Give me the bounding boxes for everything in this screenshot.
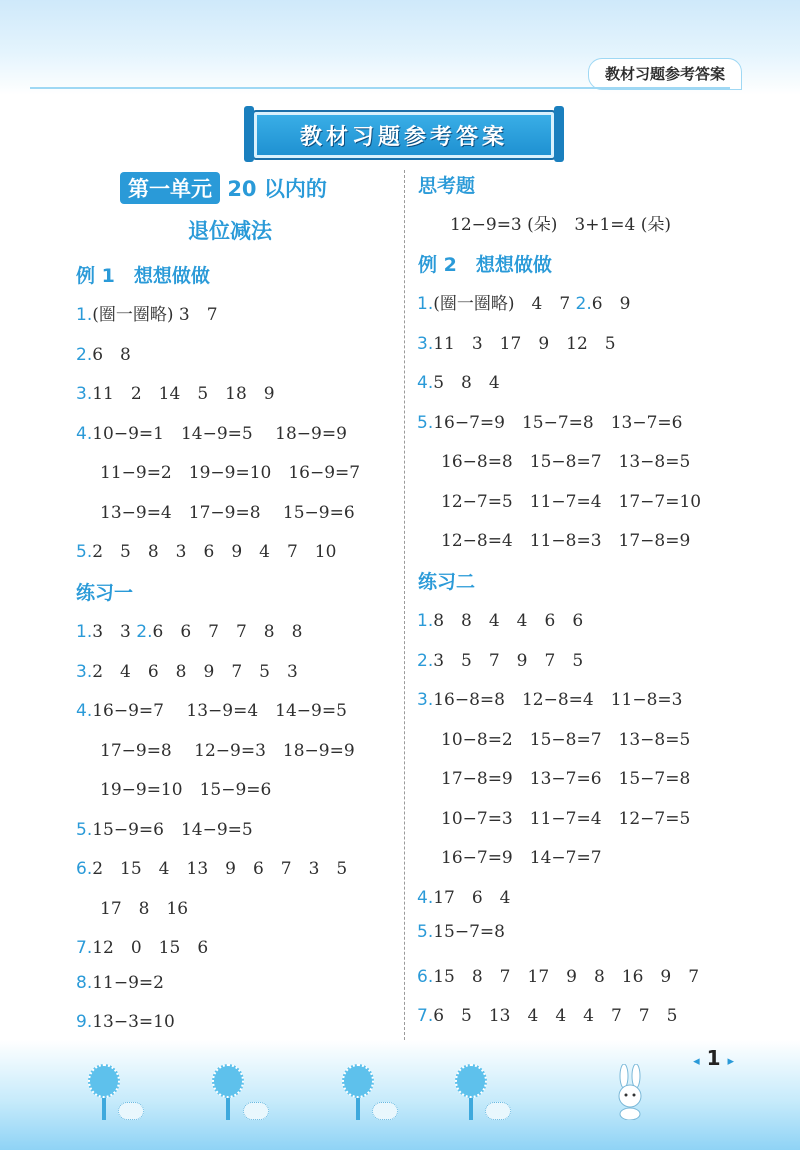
- answer-line: [417, 922, 505, 942]
- answer-text: 13−3=10: [92, 1012, 175, 1032]
- answer-text: 16−9=7 13−9=4 14−9=5: [92, 701, 347, 721]
- page-number: [693, 1046, 734, 1070]
- answer-line: [76, 696, 347, 721]
- answer-line: [441, 843, 602, 868]
- item-number: 2.: [76, 344, 93, 365]
- answer-line: [417, 289, 630, 314]
- answer-line: [76, 1012, 175, 1032]
- item-number: 3.: [76, 384, 93, 404]
- answer-text: 6 6 7 7 8 8: [152, 622, 303, 642]
- answer-line: [417, 408, 683, 433]
- arrow-left-icon: ◂: [693, 1054, 700, 1069]
- answer-line: [100, 498, 355, 523]
- answer-line: [417, 368, 500, 393]
- item-number: 4.: [417, 373, 434, 393]
- answer-text: 11−9=2 19−9=10 16−9=7: [100, 463, 361, 483]
- arrow-right-icon: ▸: [727, 1054, 734, 1069]
- header-tab: 教材习题参考答案: [588, 58, 742, 90]
- scroll-roll-left: [244, 106, 254, 162]
- answer-text: 15−9=6 14−9=5: [92, 819, 253, 840]
- item-number: 4.: [417, 887, 434, 908]
- answer-text: 16−8=8 12−8=4 11−8=3: [433, 690, 683, 710]
- item-number: 1.: [417, 294, 434, 314]
- answer-text: 19−9=10 15−9=6: [100, 780, 272, 800]
- answer-line: [76, 419, 347, 444]
- answer-line: [76, 379, 275, 404]
- item-number: 5.: [417, 412, 434, 433]
- item-number: 4.: [76, 423, 93, 444]
- answer-line: [441, 487, 701, 512]
- answer-text: 3 3: [92, 622, 137, 642]
- answer-text: (圈一圈略) 3 7: [92, 305, 218, 325]
- answer-text: 10−8=2 15−8=7 13−8=5: [441, 729, 691, 750]
- thinking-question-heading: 思考题: [418, 175, 476, 197]
- answer-text: 16−7=9 15−7=8 13−7=6: [433, 412, 683, 433]
- answer-text: 5 8 4: [433, 373, 500, 393]
- item-number: 4.: [76, 701, 93, 721]
- item-number: 3.: [417, 333, 434, 354]
- unit-title-rest: 20 以内的: [227, 177, 327, 201]
- example-2-heading: 例 2 想想做做: [418, 254, 552, 276]
- item-number: 2.: [417, 650, 434, 671]
- answer-line: [417, 329, 616, 354]
- answer-line: [76, 973, 164, 993]
- item-number: 9.: [76, 1012, 93, 1032]
- example-1-heading: 例 1 想想做做: [76, 265, 210, 287]
- answer-text: 6 5 13 4 4 4 7 7 5: [433, 1006, 678, 1026]
- answer-line: [100, 894, 188, 919]
- item-number: 8.: [76, 972, 93, 993]
- answer-line: [417, 646, 583, 671]
- bush-icon: [243, 1102, 269, 1120]
- answer-line: [417, 1001, 677, 1026]
- item-number: 5.: [76, 819, 93, 840]
- answer-line: [76, 300, 218, 325]
- answer-text: 11 2 14 5 18 9: [92, 384, 275, 404]
- unit-title-line2: 退位减法: [188, 219, 272, 243]
- answer-text: 15 8 7 17 9 8 16 9 7: [433, 966, 700, 987]
- title-banner: [252, 110, 556, 160]
- item-number: 1.: [76, 305, 93, 325]
- answer-line: [100, 736, 355, 761]
- answer-text: 17−9=8 12−9=3 18−9=9: [100, 740, 355, 761]
- answer-text: 13−9=4 17−9=8 15−9=6: [100, 502, 355, 523]
- answer-line: [417, 606, 583, 631]
- item-number: 5.: [76, 542, 93, 562]
- answer-line: [441, 725, 690, 750]
- answer-text: 2 15 4 13 9 6 7 3 5: [92, 859, 348, 879]
- answer-line: [441, 526, 690, 551]
- answer-line: [441, 804, 690, 829]
- answer-line: [76, 815, 253, 840]
- answer-text: 2 4 6 8 9 7 5 3: [92, 661, 298, 682]
- banner-title: 教材习题参考答案: [299, 124, 508, 150]
- tree-icon: [88, 1064, 120, 1120]
- practice-2-heading: 练习二: [418, 571, 476, 593]
- bunny-icon: [610, 1064, 650, 1120]
- bottom-decorative-band: [0, 1040, 800, 1150]
- answer-line: [441, 764, 690, 789]
- scroll-roll-right: [554, 106, 564, 162]
- item-number: 7.: [76, 938, 93, 958]
- answer-line: [76, 340, 131, 365]
- answer-text: 6 8: [92, 344, 131, 365]
- item-number: 1.: [76, 622, 93, 642]
- item-number: 2.: [136, 622, 153, 642]
- unit-title: [120, 172, 327, 204]
- item-number: 5.: [417, 922, 434, 942]
- answer-line: [441, 447, 690, 472]
- answer-text: 15−7=8: [433, 922, 505, 942]
- answer-text: 11 3 17 9 12 5: [433, 333, 616, 354]
- answer-text: 16−8=8 15−8=7 13−8=5: [441, 452, 691, 472]
- item-number: 6.: [417, 966, 434, 987]
- answer-line: [100, 775, 271, 800]
- answer-text: 3 5 7 9 7 5: [433, 650, 584, 671]
- answer-text: 12−7=5 11−7=4 17−7=10: [441, 491, 702, 512]
- answer-text: 16−7=9 14−7=7: [441, 848, 602, 868]
- answer-text: 12 0 15 6: [92, 938, 209, 958]
- answer-line: [76, 854, 347, 879]
- answer-text: 10−9=1 14−9=5 18−9=9: [92, 423, 347, 444]
- bush-icon: [118, 1102, 144, 1120]
- answer-line: [417, 685, 683, 710]
- answer-line: [417, 883, 511, 908]
- tree-icon: [342, 1064, 374, 1120]
- answer-text: 11−9=2: [92, 972, 164, 993]
- answer-text: 2 5 8 3 6 9 4 7 10: [92, 542, 337, 562]
- thinking-question-answer: 12−9=3 (朵) 3+1=4 (朵): [450, 215, 672, 235]
- item-number: 1.: [417, 611, 434, 631]
- answer-text: 8 8 4 4 6 6: [433, 611, 584, 631]
- answer-line: [417, 962, 699, 987]
- answer-line: [76, 537, 336, 562]
- answer-line: [76, 617, 302, 642]
- answer-text: 17 8 16: [100, 898, 189, 919]
- answer-text: 17−8=9 13−7=6 15−7=8: [441, 769, 691, 789]
- bush-icon: [372, 1102, 398, 1120]
- item-number: 7.: [417, 1006, 434, 1026]
- page-number-value: 1: [706, 1046, 721, 1070]
- tree-icon: [212, 1064, 244, 1120]
- answer-text: 6 9: [591, 294, 631, 314]
- item-number: 2.: [575, 294, 592, 314]
- answer-line: [76, 933, 208, 958]
- answer-line: [76, 657, 298, 682]
- answer-text: 10−7=3 11−7=4 12−7=5: [441, 808, 691, 829]
- answer-text: 12−8=4 11−8=3 17−8=9: [441, 531, 691, 551]
- answer-line: [100, 458, 360, 483]
- answer-text: 17 6 4: [433, 887, 511, 908]
- practice-1-heading: 练习一: [76, 582, 134, 604]
- unit-pill: 第一单元: [120, 172, 220, 204]
- bush-icon: [485, 1102, 511, 1120]
- header-rule: [30, 87, 730, 89]
- item-number: 3.: [76, 661, 93, 682]
- item-number: 6.: [76, 859, 93, 879]
- answer-text: (圈一圈略) 4 7: [433, 294, 576, 314]
- item-number: 3.: [417, 690, 434, 710]
- column-divider: [404, 170, 405, 1050]
- tree-icon: [455, 1064, 487, 1120]
